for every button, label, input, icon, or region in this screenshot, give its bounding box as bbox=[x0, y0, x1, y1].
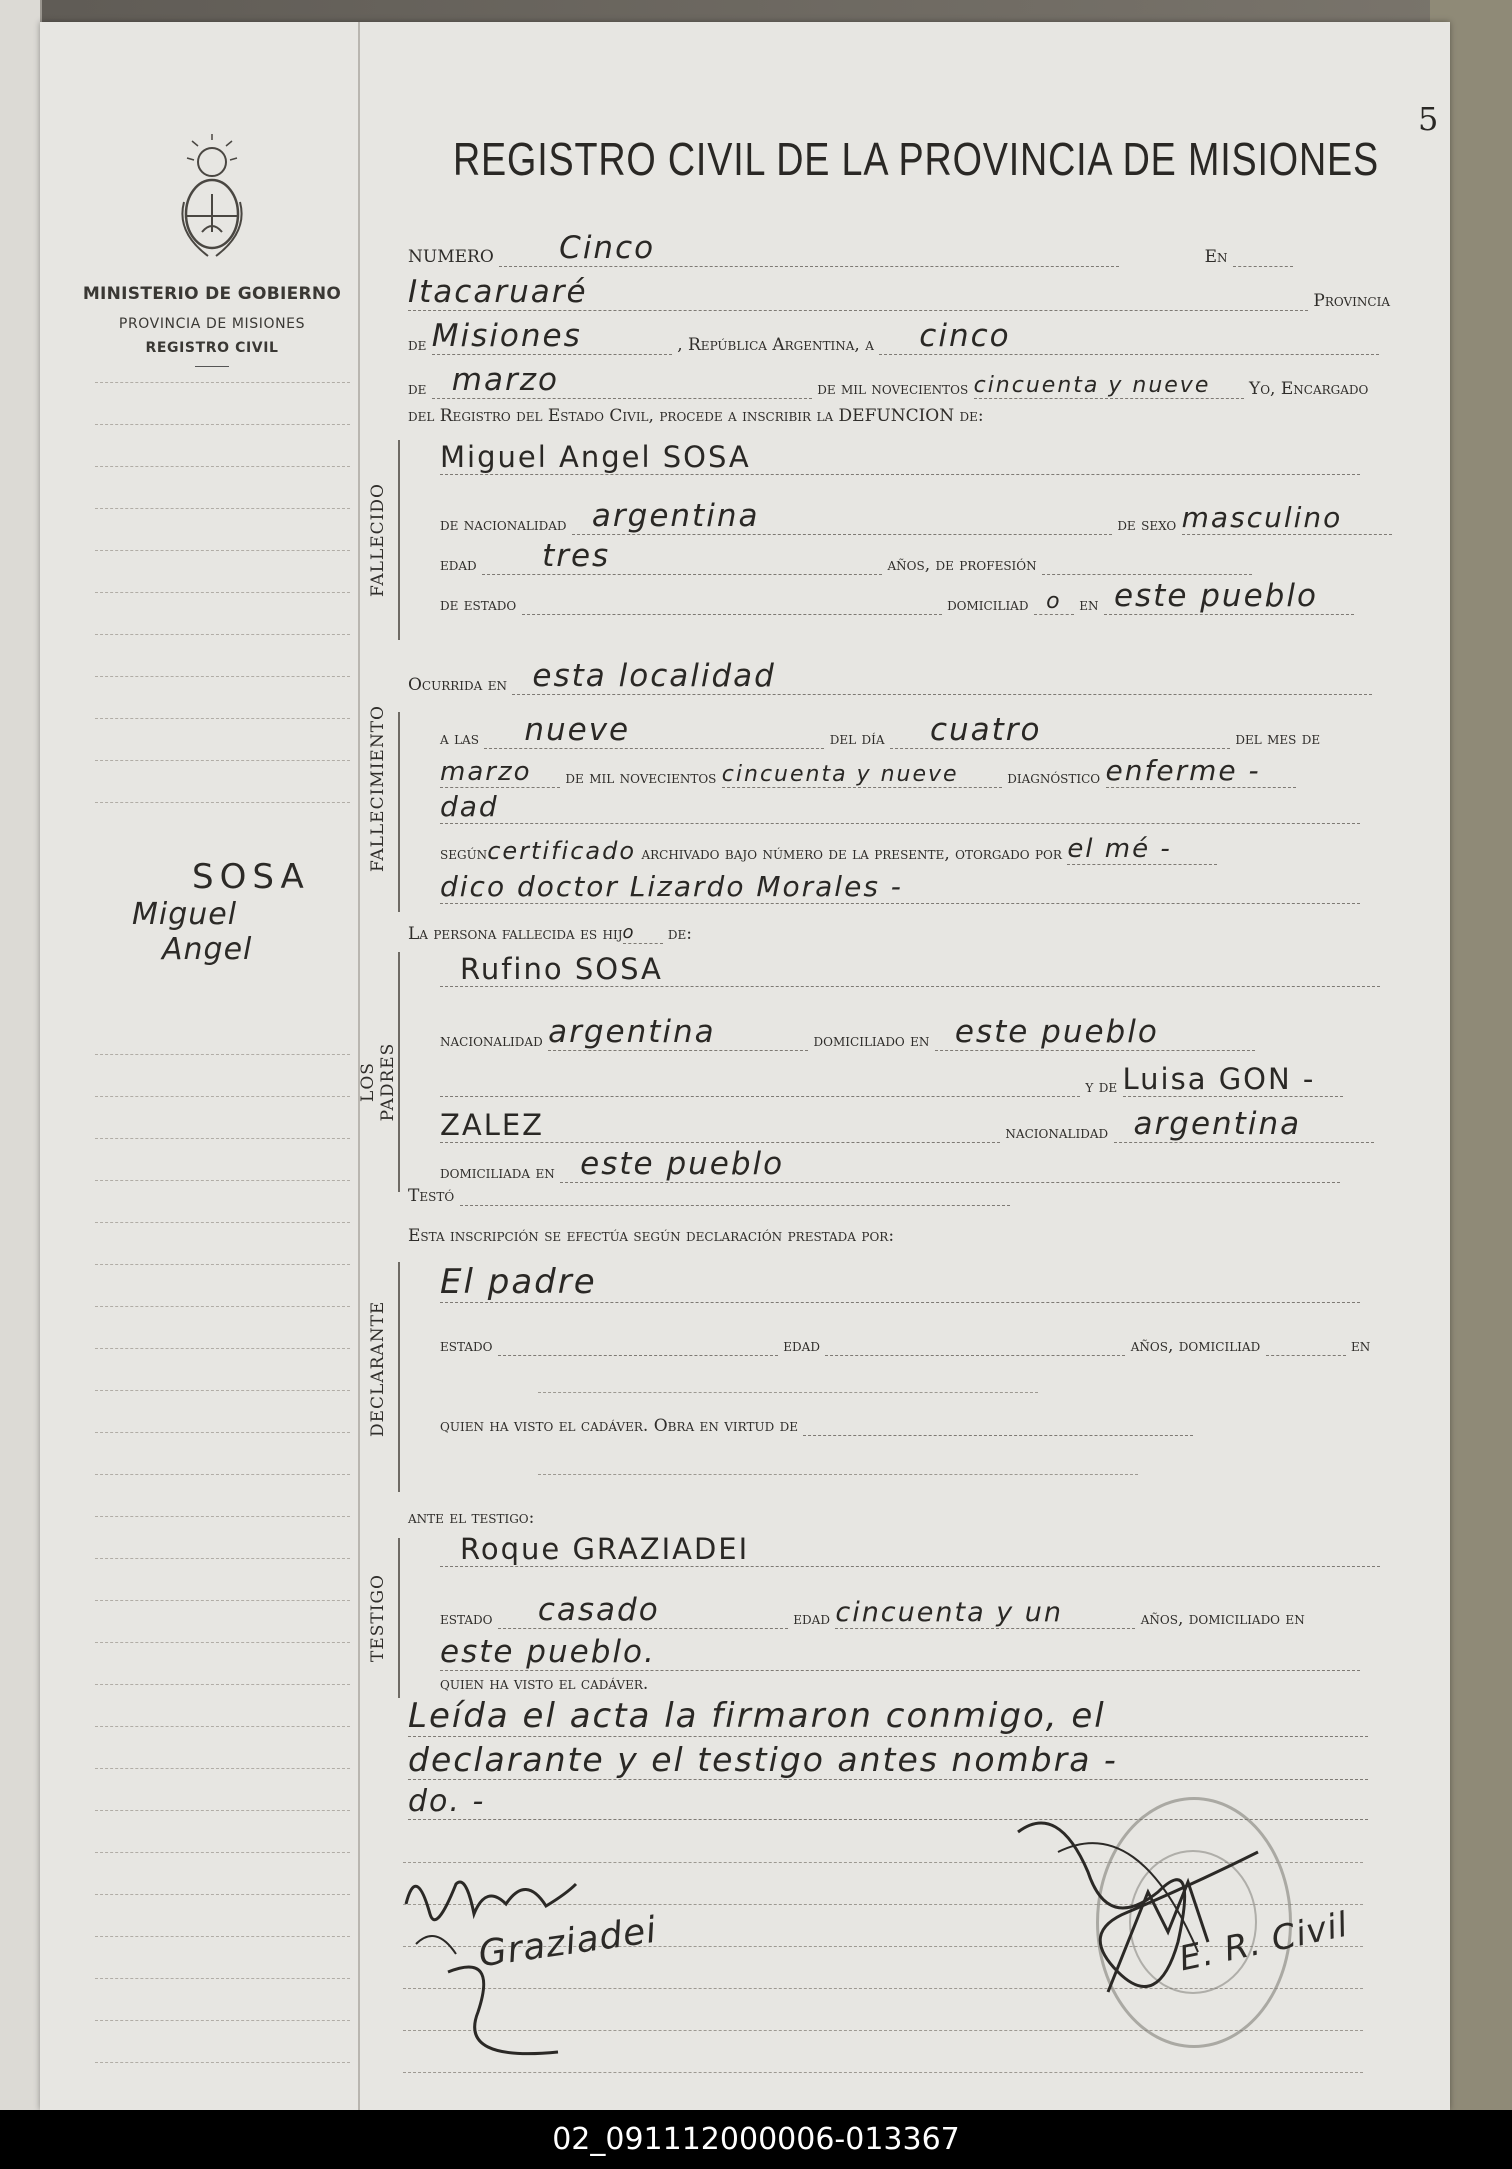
padre-domicilio-value: este pueblo bbox=[954, 1014, 1159, 1050]
hora-field bbox=[484, 712, 824, 749]
testigo-bar bbox=[398, 1538, 400, 1698]
lugar-value: Itacaruaré bbox=[408, 274, 588, 310]
header-divider bbox=[195, 366, 229, 367]
anios-label: años, de profesión bbox=[887, 555, 1037, 575]
diagnostico-field-2 bbox=[440, 790, 1360, 824]
margin-given-name-2: Angel bbox=[162, 932, 253, 967]
testo-label: Testó bbox=[408, 1186, 455, 1206]
madre-nacionalidad-value: argentina bbox=[1133, 1106, 1302, 1142]
fallecimiento-bar bbox=[398, 712, 400, 912]
declarante-nombre-row bbox=[440, 1262, 1360, 1306]
mes-value: marzo bbox=[451, 362, 559, 398]
declarante-estado-label: estado bbox=[440, 1336, 493, 1356]
padres-bar bbox=[398, 952, 400, 1192]
margin-rule-line bbox=[95, 508, 350, 509]
testigo-nombre-row bbox=[440, 1532, 1380, 1576]
otorgado-value-1: el mé - bbox=[1067, 834, 1172, 864]
scan-id-bar bbox=[0, 2110, 1512, 2169]
fallecido-bar bbox=[398, 440, 400, 640]
sexo-value: masculino bbox=[1181, 501, 1343, 534]
margin-rule-line bbox=[95, 466, 350, 467]
fallecido-label: FALLECIDO bbox=[368, 483, 388, 597]
margin-rule-line bbox=[95, 424, 350, 425]
a-las-label: a las bbox=[440, 729, 479, 749]
cierre-linea-1: Leída el acta la firmaron conmigo, el bbox=[408, 1696, 1106, 1736]
edad-label: edad bbox=[440, 555, 477, 575]
sexo-label: de sexo bbox=[1117, 515, 1177, 535]
margin-note bbox=[132, 857, 362, 967]
mil-label-2: de mil novecientos bbox=[565, 768, 717, 788]
fallecimiento-section bbox=[358, 705, 396, 912]
numero-label: NUMERO bbox=[408, 247, 494, 267]
encargado-title: E. R. Civil bbox=[1175, 1904, 1352, 1980]
lugar-field bbox=[408, 274, 1308, 311]
testigo-intro: ante el testigo: bbox=[408, 1508, 535, 1528]
testigo-nombre: Roque GRAZIADEI bbox=[460, 1532, 750, 1566]
testo-field bbox=[460, 1205, 1010, 1206]
margin-rule-line bbox=[95, 1810, 350, 1811]
province-name: PROVINCIA DE MISIONES bbox=[118, 316, 306, 332]
madre-prefix-field bbox=[440, 1096, 1080, 1097]
fallecido-nombre: Miguel Angel SOSA bbox=[440, 440, 751, 474]
margin-rule-line bbox=[95, 1768, 350, 1769]
padres-de-label: de: bbox=[667, 924, 693, 944]
testigo-estado-field bbox=[498, 1592, 788, 1629]
scan-id: 02_091112000006-013367 bbox=[552, 2122, 960, 2157]
lugar-row bbox=[408, 274, 1390, 318]
anio-value: cincuenta y nueve bbox=[973, 373, 1211, 398]
cierre-linea-3: do. - bbox=[408, 1784, 486, 1819]
testigo-edad-field bbox=[835, 1597, 1135, 1629]
coat-of-arms-icon bbox=[172, 132, 252, 272]
margin-rule-line bbox=[95, 1180, 350, 1181]
en-field bbox=[1233, 266, 1293, 267]
facing-page-edge bbox=[0, 0, 42, 2110]
margin-rule-line bbox=[95, 1222, 350, 1223]
padre-nacionalidad-value: argentina bbox=[548, 1014, 716, 1050]
ministry-header bbox=[82, 284, 342, 367]
nacionalidad-value: argentina bbox=[591, 498, 760, 534]
margin-rule-line bbox=[95, 2062, 350, 2063]
margin-rule-line bbox=[95, 1936, 350, 1937]
diagnostico-value-1: enferme - bbox=[1105, 754, 1261, 787]
edad-field bbox=[482, 538, 882, 575]
testigo-domicilio-field bbox=[440, 1634, 1360, 1671]
madre-domicilio-field bbox=[560, 1146, 1340, 1183]
padre-domicilio-label: domiciliado en bbox=[813, 1031, 930, 1051]
padre-nacionalidad-field bbox=[548, 1014, 808, 1051]
diagnostico-label: diagnóstico bbox=[1007, 768, 1101, 788]
padres-label: LOS PADRES bbox=[358, 1042, 398, 1122]
declarante-rule-1 bbox=[538, 1392, 1038, 1393]
margin-rule-line bbox=[95, 1054, 350, 1055]
estado-label: de estado bbox=[440, 595, 517, 615]
diagnostico-field bbox=[1106, 754, 1296, 788]
madre-nacionalidad-field bbox=[1114, 1106, 1374, 1143]
margin-rule-line bbox=[95, 1138, 350, 1139]
margin-rule-line bbox=[95, 1978, 350, 1979]
testigo-cadaver-label: quien ha visto el cadáver. bbox=[440, 1674, 649, 1694]
nacionalidad-field bbox=[572, 498, 1112, 535]
madre-domicilio-label: domiciliada en bbox=[440, 1163, 555, 1183]
testigo-signature-flourish bbox=[438, 1952, 598, 2072]
margin-rule-line bbox=[95, 1852, 350, 1853]
declarante-cadaver-row bbox=[440, 1416, 1193, 1460]
domicilio-field bbox=[1104, 578, 1354, 615]
margin-rule-line bbox=[95, 1390, 350, 1391]
margin-given-name-1: Miguel bbox=[132, 897, 238, 932]
madre-domicilio-value: este pueblo bbox=[580, 1146, 785, 1182]
padre-nacionalidad-label: nacionalidad bbox=[440, 1031, 543, 1051]
registro-label: del Registro del Estado Civil, procede a inscribir la DEFUNCION de: bbox=[408, 406, 984, 426]
en-label-fallecido: en bbox=[1079, 595, 1099, 615]
ministry-name: MINISTERIO DE GOBIERNO bbox=[82, 284, 342, 304]
otorgado-row-2 bbox=[440, 870, 1360, 914]
certificado-value: certificado bbox=[487, 837, 637, 865]
otorgado-field bbox=[1067, 834, 1217, 865]
record-body bbox=[358, 22, 1450, 2110]
archivado-label: archivado bajo número de la presente, otorgado por bbox=[641, 844, 1062, 864]
padres-section bbox=[358, 952, 396, 1192]
provincia-field bbox=[432, 318, 672, 355]
testigo-domicilio-value: este pueblo. bbox=[440, 1634, 656, 1670]
testigo-edad-label: edad bbox=[793, 1609, 830, 1629]
declarante-edad-field bbox=[825, 1355, 1125, 1356]
margin-rule-line bbox=[95, 1684, 350, 1685]
fallecido-nombre-row bbox=[440, 440, 1360, 484]
declarante-nombre: El padre bbox=[440, 1262, 597, 1302]
estado-field bbox=[522, 614, 942, 615]
declarante-label: DECLARANTE bbox=[368, 1300, 388, 1437]
provincia-row bbox=[408, 318, 1379, 362]
margin-rule-line bbox=[95, 718, 350, 719]
provincia-label: Provincia bbox=[1313, 291, 1391, 311]
domiciliado-suffix-field bbox=[1034, 589, 1074, 615]
profesion-field bbox=[1042, 574, 1252, 575]
declarante-en-label: en bbox=[1351, 1336, 1371, 1356]
margin-rule-line bbox=[95, 676, 350, 677]
cierre-field-2 bbox=[408, 1740, 1368, 1780]
margin-rule-line bbox=[95, 634, 350, 635]
ocurrida-field bbox=[512, 658, 1372, 695]
en-label: En bbox=[1204, 247, 1228, 267]
margin-rule-line bbox=[95, 1348, 350, 1349]
de-label: de bbox=[408, 335, 427, 355]
declarante-bar bbox=[398, 1262, 400, 1492]
cierre-field-1 bbox=[408, 1696, 1368, 1737]
testigo-edad-value: cincuenta y un bbox=[835, 1597, 1063, 1628]
margin-rule-line bbox=[95, 760, 350, 761]
anio-field bbox=[974, 373, 1244, 399]
declarante-edad-label: edad bbox=[783, 1336, 820, 1356]
encargado-signature bbox=[998, 1792, 1298, 2052]
margin-rule-line bbox=[95, 1600, 350, 1601]
margin-rule-line bbox=[95, 1894, 350, 1895]
margin-rule-line bbox=[95, 592, 350, 593]
cierre-row-1 bbox=[408, 1696, 1368, 1740]
margin-rule-line bbox=[95, 1516, 350, 1517]
del-mes-label: del mes de bbox=[1235, 729, 1321, 749]
declarante-estado-field bbox=[498, 1355, 778, 1356]
margin-column bbox=[40, 22, 360, 2110]
anio-fallecimiento-field bbox=[722, 762, 1002, 788]
testigo-anios-label: años, domiciliado en bbox=[1140, 1609, 1305, 1629]
y-de-label: y de bbox=[1085, 1077, 1118, 1097]
provincia-value: Misiones bbox=[431, 318, 582, 354]
sexo-field bbox=[1182, 501, 1392, 535]
page-number: 5 bbox=[1418, 100, 1439, 138]
padre-value: Rufino SOSA bbox=[460, 952, 663, 986]
madre-field-2 bbox=[440, 1108, 1000, 1143]
madre-field bbox=[1123, 1062, 1343, 1097]
declarante-rule-2 bbox=[538, 1474, 1138, 1475]
madre-value-2: ZALEZ bbox=[440, 1108, 545, 1142]
dia-fallecimiento-value: cuatro bbox=[929, 712, 1042, 748]
diagnostico-row-2 bbox=[440, 790, 1360, 834]
nacionalidad-row bbox=[440, 498, 1392, 542]
de-label-2: de bbox=[408, 379, 427, 399]
testo-row bbox=[408, 1186, 1010, 1230]
padre-domicilio-field bbox=[935, 1014, 1255, 1051]
margin-rule-line bbox=[95, 1264, 350, 1265]
estado-row bbox=[440, 578, 1354, 622]
padre-field bbox=[440, 952, 1380, 987]
margin-rule-line bbox=[95, 550, 350, 551]
margin-rule-line bbox=[95, 382, 350, 383]
madre-domicilio-row bbox=[440, 1146, 1340, 1190]
testigo-estado-row bbox=[440, 1592, 1305, 1636]
register-page bbox=[40, 22, 1450, 2110]
republica-label: , República Argentina, a bbox=[677, 335, 874, 355]
cierre-row-2 bbox=[408, 1740, 1368, 1784]
declarante-anios-label: años, domiciliad bbox=[1130, 1336, 1261, 1356]
declarante-section bbox=[358, 1262, 396, 1492]
numero-value: Cinco bbox=[559, 230, 656, 266]
dia-value: cinco bbox=[919, 318, 1011, 354]
testigo-domicilio-row bbox=[440, 1634, 1360, 1678]
hijo-suffix: o bbox=[622, 922, 636, 943]
otorgado-value-2: dico doctor Lizardo Morales - bbox=[440, 870, 903, 903]
margin-rule-line bbox=[95, 802, 350, 803]
margin-rule-line bbox=[95, 1474, 350, 1475]
edad-value: tres bbox=[542, 538, 611, 574]
declarante-obra-field bbox=[803, 1435, 1193, 1436]
encargado-label: Yo, Encargado bbox=[1249, 379, 1369, 399]
ocurrida-value: esta localidad bbox=[532, 658, 776, 694]
fallecido-nombre-field bbox=[440, 440, 1360, 475]
domicilio-value: este pueblo bbox=[1113, 578, 1318, 614]
hora-value: nueve bbox=[524, 712, 631, 748]
document-title: REGISTRO CIVIL DE LA PROVINCIA DE MISIONES bbox=[453, 133, 1379, 185]
hora-row bbox=[440, 712, 1320, 756]
cierre-linea-2: declarante y el testigo antes nombra - bbox=[408, 1740, 1118, 1779]
declarante-cadaver-label: quien ha visto el cadáver. Obra en virtud de bbox=[440, 1416, 798, 1436]
margin-rule-line bbox=[95, 1096, 350, 1097]
declarante-estado-row bbox=[440, 1336, 1370, 1380]
madre-nacionalidad-row bbox=[440, 1106, 1374, 1150]
fallecido-section bbox=[358, 440, 396, 640]
ocurrida-row bbox=[408, 658, 1372, 702]
dia-fallecimiento-field bbox=[890, 712, 1230, 749]
segun-label: según bbox=[440, 844, 488, 864]
testigo-section bbox=[358, 1538, 396, 1698]
del-dia-label: del día bbox=[829, 729, 885, 749]
mes-fallecimiento-field bbox=[440, 757, 560, 788]
otorgado-field-2 bbox=[440, 870, 1360, 904]
anio-fallecimiento-value: cincuenta y nueve bbox=[721, 762, 959, 787]
dia-field bbox=[879, 318, 1379, 355]
mes-field bbox=[432, 362, 812, 399]
testigo-estado-value: casado bbox=[537, 1592, 660, 1628]
domiciliado-label: domiciliad bbox=[947, 595, 1029, 615]
margin-rule-line bbox=[95, 1306, 350, 1307]
domiciliado-suffix: o bbox=[1046, 589, 1062, 614]
fallecimiento-label: FALLECIMIENTO bbox=[368, 705, 388, 872]
margin-rule-line bbox=[95, 1558, 350, 1559]
fecha-row bbox=[408, 362, 1368, 406]
testigo-nombre-field bbox=[440, 1532, 1380, 1567]
testigo-estado-label: estado bbox=[440, 1609, 493, 1629]
testigo-label: TESTIGO bbox=[368, 1574, 388, 1662]
declarante-intro: Esta inscripción se efectúa según declaración prestada por: bbox=[408, 1226, 895, 1246]
testigo-signature: Graziadei bbox=[476, 1909, 660, 1976]
margin-rule-line bbox=[95, 1432, 350, 1433]
numero-row bbox=[408, 230, 1293, 274]
diagnostico-value-2: dad bbox=[440, 790, 499, 823]
mes-fallecimiento-value: marzo bbox=[440, 757, 532, 787]
margin-rule-line bbox=[95, 2020, 350, 2021]
madre-nacionalidad-label: nacionalidad bbox=[1005, 1123, 1109, 1143]
declarante-nombre-field bbox=[440, 1262, 1360, 1303]
madre-value-1: Luisa GON - bbox=[1122, 1062, 1316, 1096]
margin-rule-line bbox=[95, 1726, 350, 1727]
nacionalidad-label: de nacionalidad bbox=[440, 515, 567, 535]
edad-row bbox=[440, 538, 1252, 582]
margin-surname: SOSA bbox=[192, 857, 310, 897]
registry-name: REGISTRO CIVIL bbox=[145, 340, 279, 356]
hijo-label: La persona fallecida es hij bbox=[408, 924, 623, 944]
ocurrida-label: Ocurrida en bbox=[408, 675, 507, 695]
madre-row bbox=[440, 1062, 1343, 1106]
numero-field bbox=[499, 230, 1119, 267]
mil-label: de mil novecientos bbox=[817, 379, 969, 399]
hijo-suffix-field bbox=[623, 922, 663, 944]
declarante-domicilio-field bbox=[1266, 1355, 1346, 1356]
padre-row bbox=[440, 952, 1380, 996]
margin-rule-line bbox=[95, 1642, 350, 1643]
padre-nacionalidad-row bbox=[440, 1014, 1255, 1058]
